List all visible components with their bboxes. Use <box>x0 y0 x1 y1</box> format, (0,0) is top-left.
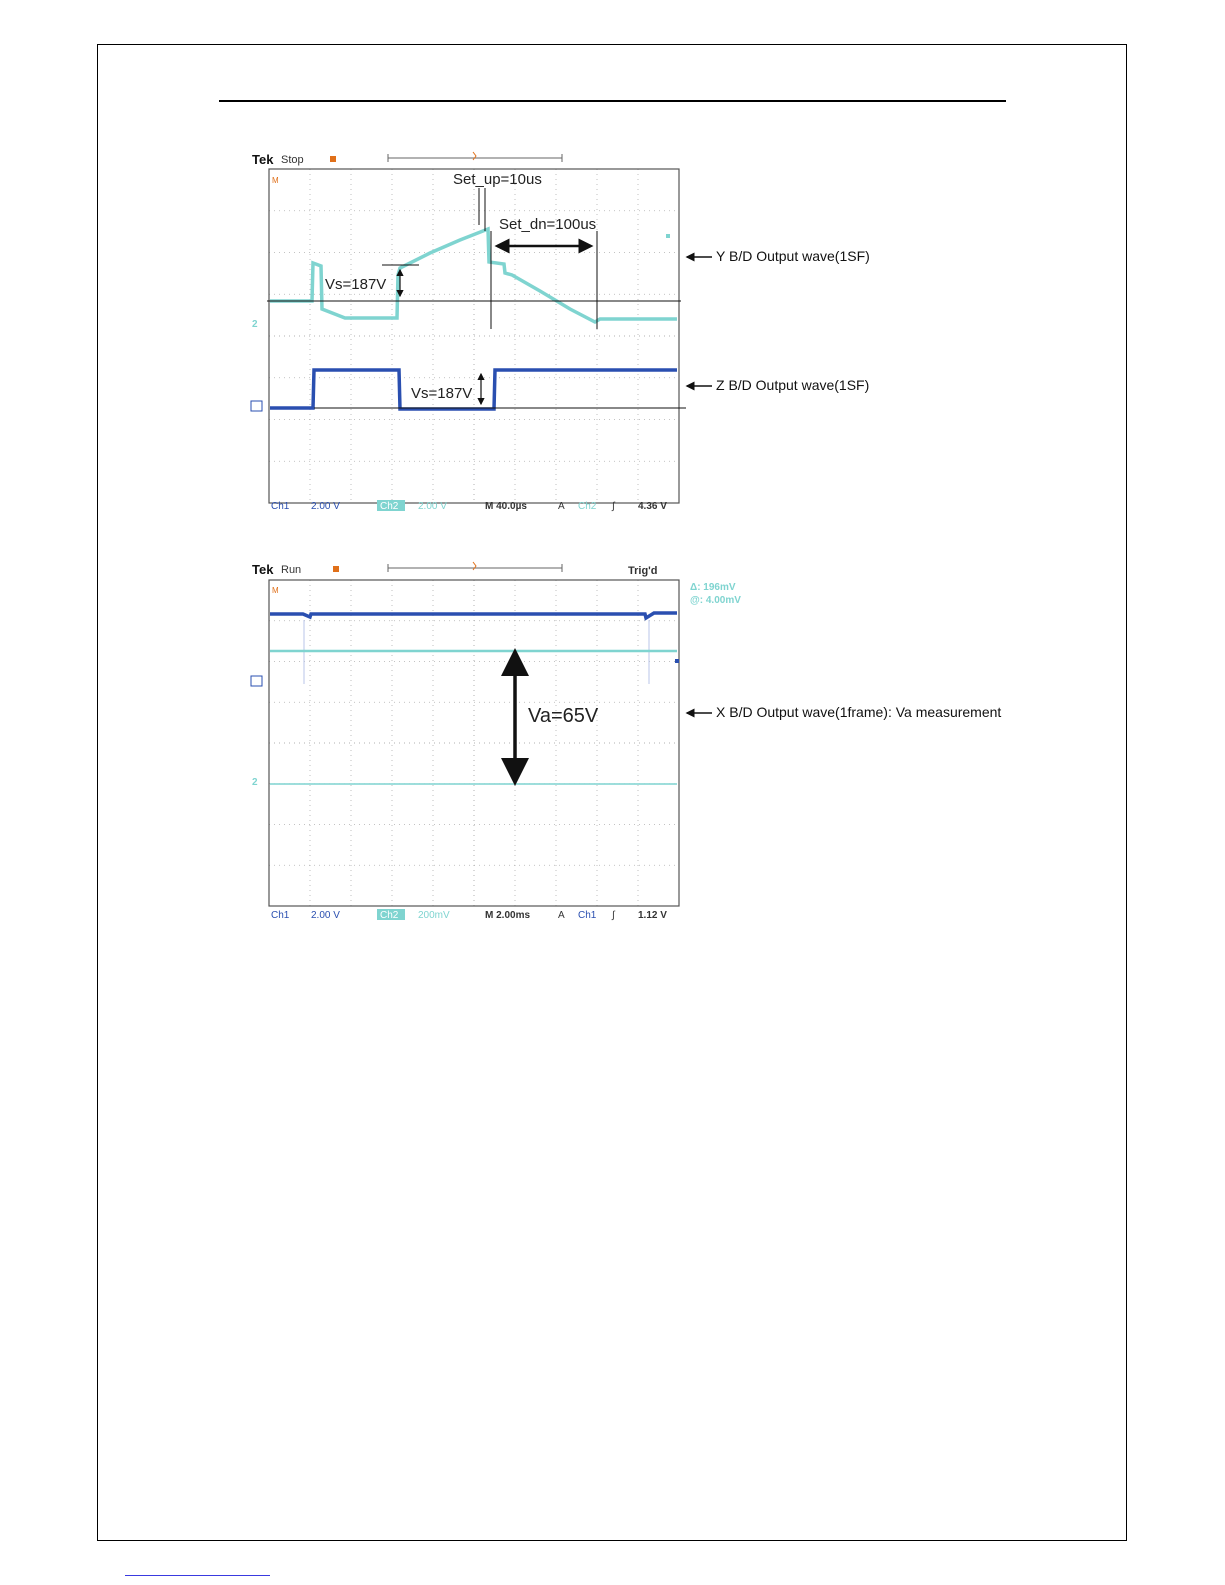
scope2-ch2-scale: 200mV <box>418 910 450 921</box>
scope1 <box>251 152 686 512</box>
scope1-vs-z-label: Vs=187V <box>411 385 473 402</box>
scope2-trigger-position-icon <box>473 562 476 570</box>
scope2-ch2-label: Ch2 <box>380 910 399 921</box>
scope2-cursor-a: Δ: 196mV <box>690 582 736 593</box>
scope1-brand: Tek <box>252 152 274 167</box>
scope2-va-label: Va=65V <box>528 705 599 727</box>
scope2-trigger-marker-icon: M <box>272 586 279 595</box>
x-wave-label: X B/D Output wave(1frame): Va measurement <box>716 704 1002 720</box>
scope1-ch1-label: Ch1 <box>271 501 290 512</box>
scope1-trig-mode: A <box>558 501 565 512</box>
scope2-ch1-waveform <box>270 613 677 618</box>
scope2-trig-mode: A <box>558 910 565 921</box>
scope2-ch1-ground-marker-icon <box>251 676 262 686</box>
scope1-setdn-label: Set_dn=100us <box>499 216 597 233</box>
scope2-trig-level: 1.12 V <box>638 910 667 921</box>
scope2-trig-status: Trig'd <box>628 565 658 577</box>
scope1-ch2-label: Ch2 <box>380 501 399 512</box>
scope2-ch2-ground-marker-icon: 2 <box>252 777 258 788</box>
scope1-acq-icon <box>330 156 336 162</box>
scope2-graticule <box>269 580 679 906</box>
scope2-cursor-b: @: 4.00mV <box>690 595 741 606</box>
scope1-graticule <box>269 169 679 503</box>
scope1-ch2-scale: 2.00 V <box>418 501 447 512</box>
scope1-trigger-marker-icon: M <box>272 176 279 185</box>
scope2-ch1-dot <box>675 659 679 663</box>
scope1-ch2-ground-marker-icon: 2 <box>252 319 258 330</box>
scope1-ch1-ground-marker-icon <box>251 401 262 411</box>
scope2-ch1-scale: 2.00 V <box>311 910 340 921</box>
scope1-trig-source: Ch2 <box>578 501 597 512</box>
scope1-state: Stop <box>281 154 304 166</box>
scope2-trig-source: Ch1 <box>578 910 597 921</box>
scope1-ch1-scale: 2.00 V <box>311 501 340 512</box>
scope1-trig-level: 4.36 V <box>638 501 667 512</box>
scope1-trig-slope-icon: ∫ <box>612 501 615 512</box>
scope1-ch2-dot <box>666 234 670 238</box>
scope1-timebase: M 40.0µs <box>485 501 527 512</box>
y-wave-label: Y B/D Output wave(1SF) <box>716 248 870 264</box>
scope2-acq-icon <box>333 566 339 572</box>
scope2-trig-slope-icon: ∫ <box>612 910 615 921</box>
scope2-brand: Tek <box>252 562 274 577</box>
scope2 <box>251 562 741 921</box>
z-wave-label: Z B/D Output wave(1SF) <box>716 377 870 393</box>
scope2-timebase: M 2.00ms <box>485 910 531 921</box>
scope1-trigger-position-icon <box>473 152 476 160</box>
scope1-setup-label: Set_up=10us <box>453 171 542 188</box>
scope1-vs-y-label: Vs=187V <box>325 276 387 293</box>
scope2-state: Run <box>281 564 302 576</box>
scope2-ch1-label: Ch1 <box>271 910 290 921</box>
